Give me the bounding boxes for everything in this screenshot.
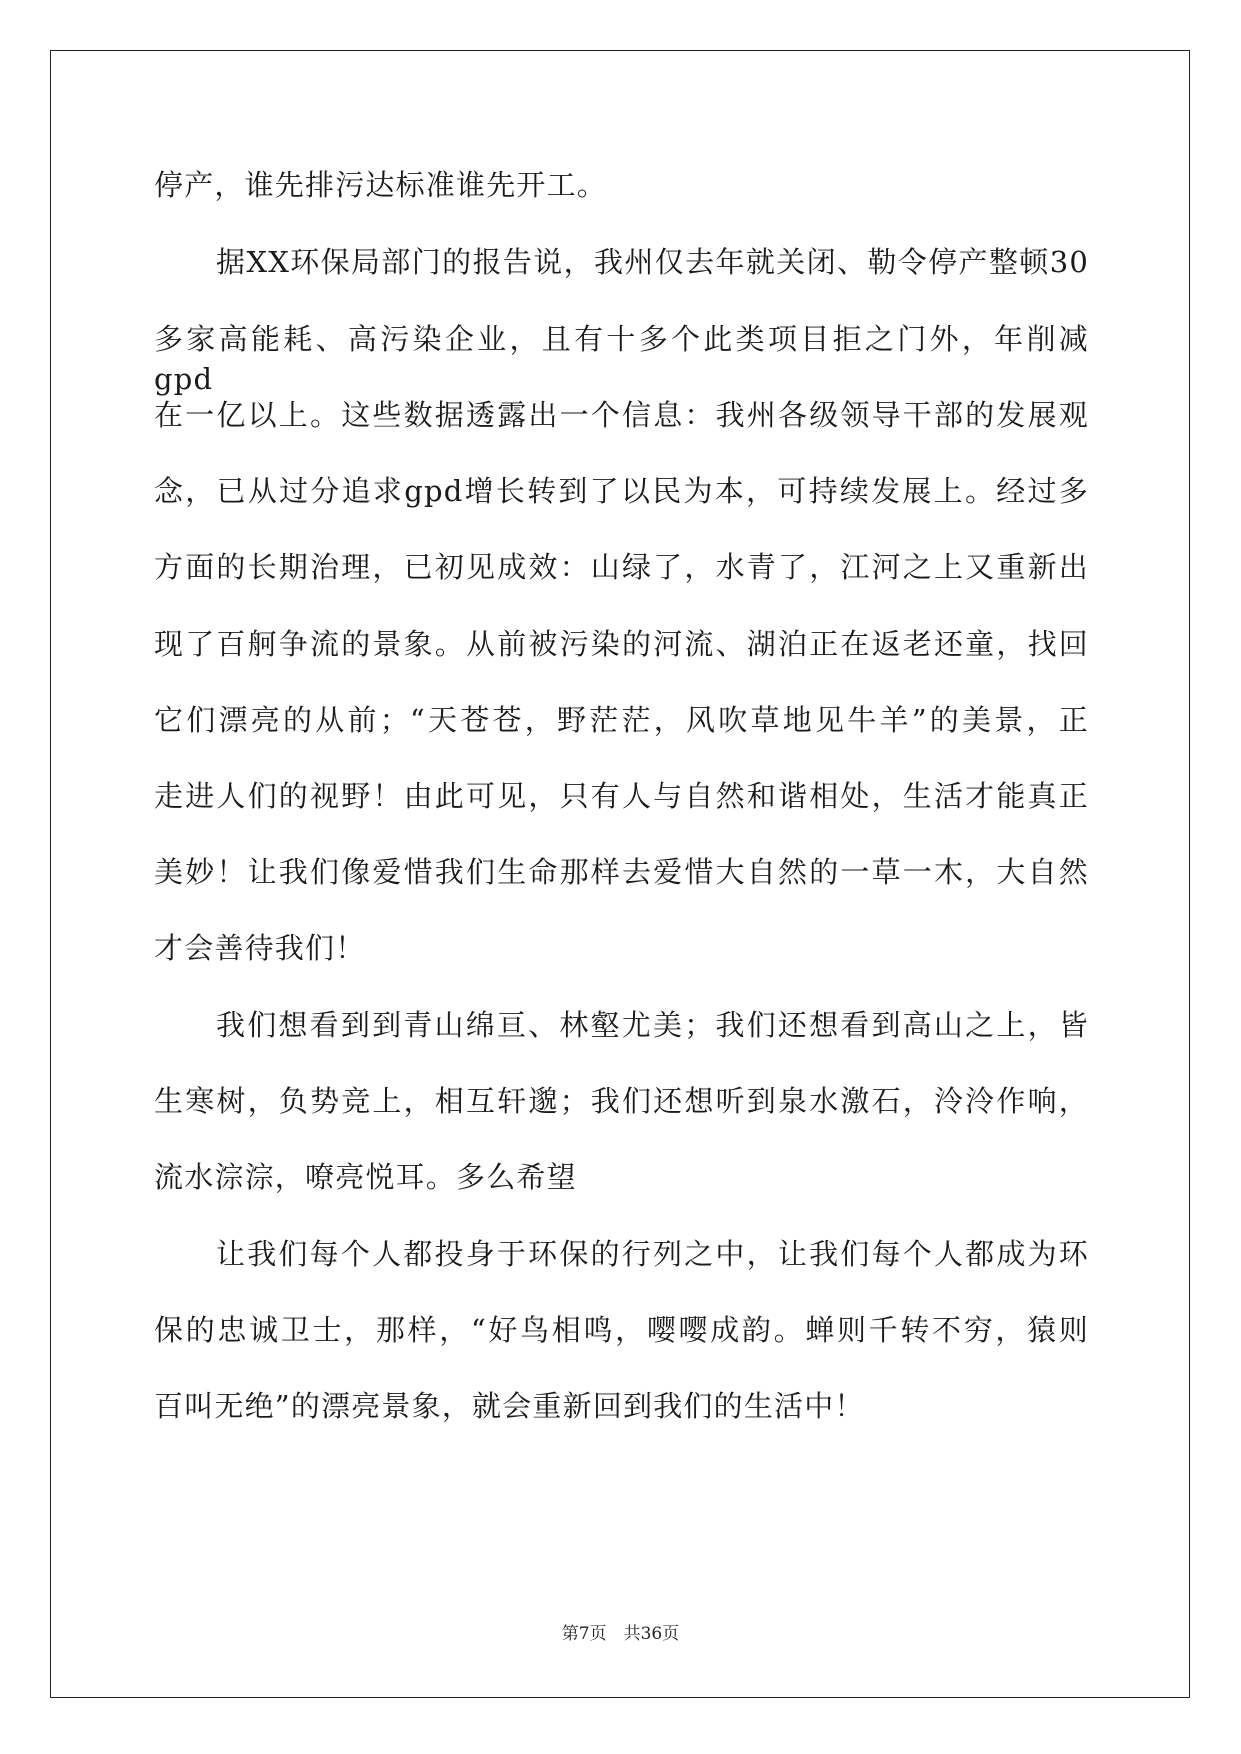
text-line: 美妙！让我们像爱惜我们生命那样去爱惜大自然的一草一木，大自然 (154, 855, 1089, 889)
text-line: 现了百舸争流的景象。从前被污染的河流、湖泊正在返老还童，找回 (154, 627, 1089, 661)
text-line: 在一亿以上。这些数据透露出一个信息：我州各级领导干部的发展观 (154, 398, 1089, 432)
text-line: 方面的长期治理，已初见成效：山绿了，水青了，江河之上又重新出 (154, 550, 1089, 584)
text-line: 走进人们的视野！由此可见，只有人与自然和谐相处，生活才能真正 (154, 779, 1089, 813)
text-line: 停产，谁先排污达标准谁先开工。 (154, 168, 608, 202)
text-line: 我们想看到到青山绵亘、林壑尤美；我们还想看到高山之上，皆 (216, 1008, 1089, 1042)
page-number: 第7页 共36页 (561, 1624, 680, 1644)
text-line: 百叫无绝”的漂亮景象，就会重新回到我们的生活中！ (154, 1389, 865, 1423)
text-line: 多家高能耗、高污染企业，且有十多个此类项目拒之门外，年削减gpd (154, 322, 1089, 396)
text-line: 才会善待我们！ (154, 931, 366, 965)
text-line: 它们漂亮的从前；“天苍苍，野茫茫，风吹草地见牛羊”的美景，正 (154, 703, 1089, 737)
text-line: 保的忠诚卫士，那样，“好鸟相鸣，嘤嘤成韵。蝉则千转不穷，猿则 (154, 1313, 1089, 1347)
text-line: 流水淙淙，嘹亮悦耳。多么希望 (154, 1160, 577, 1194)
text-line: 念，已从过分追求gpd增长转到了以民为本，可持续发展上。经过多 (154, 474, 1089, 508)
text-line: 据XX环保局部门的报告说，我州仅去年就关闭、勒令停产整顿30 (216, 245, 1089, 279)
text-line: 让我们每个人都投身于环保的行列之中，让我们每个人都成为环 (216, 1237, 1089, 1271)
text-line: 生寒树，负势竞上，相互轩邈；我们还想听到泉水激石，泠泠作响， (154, 1084, 1089, 1118)
